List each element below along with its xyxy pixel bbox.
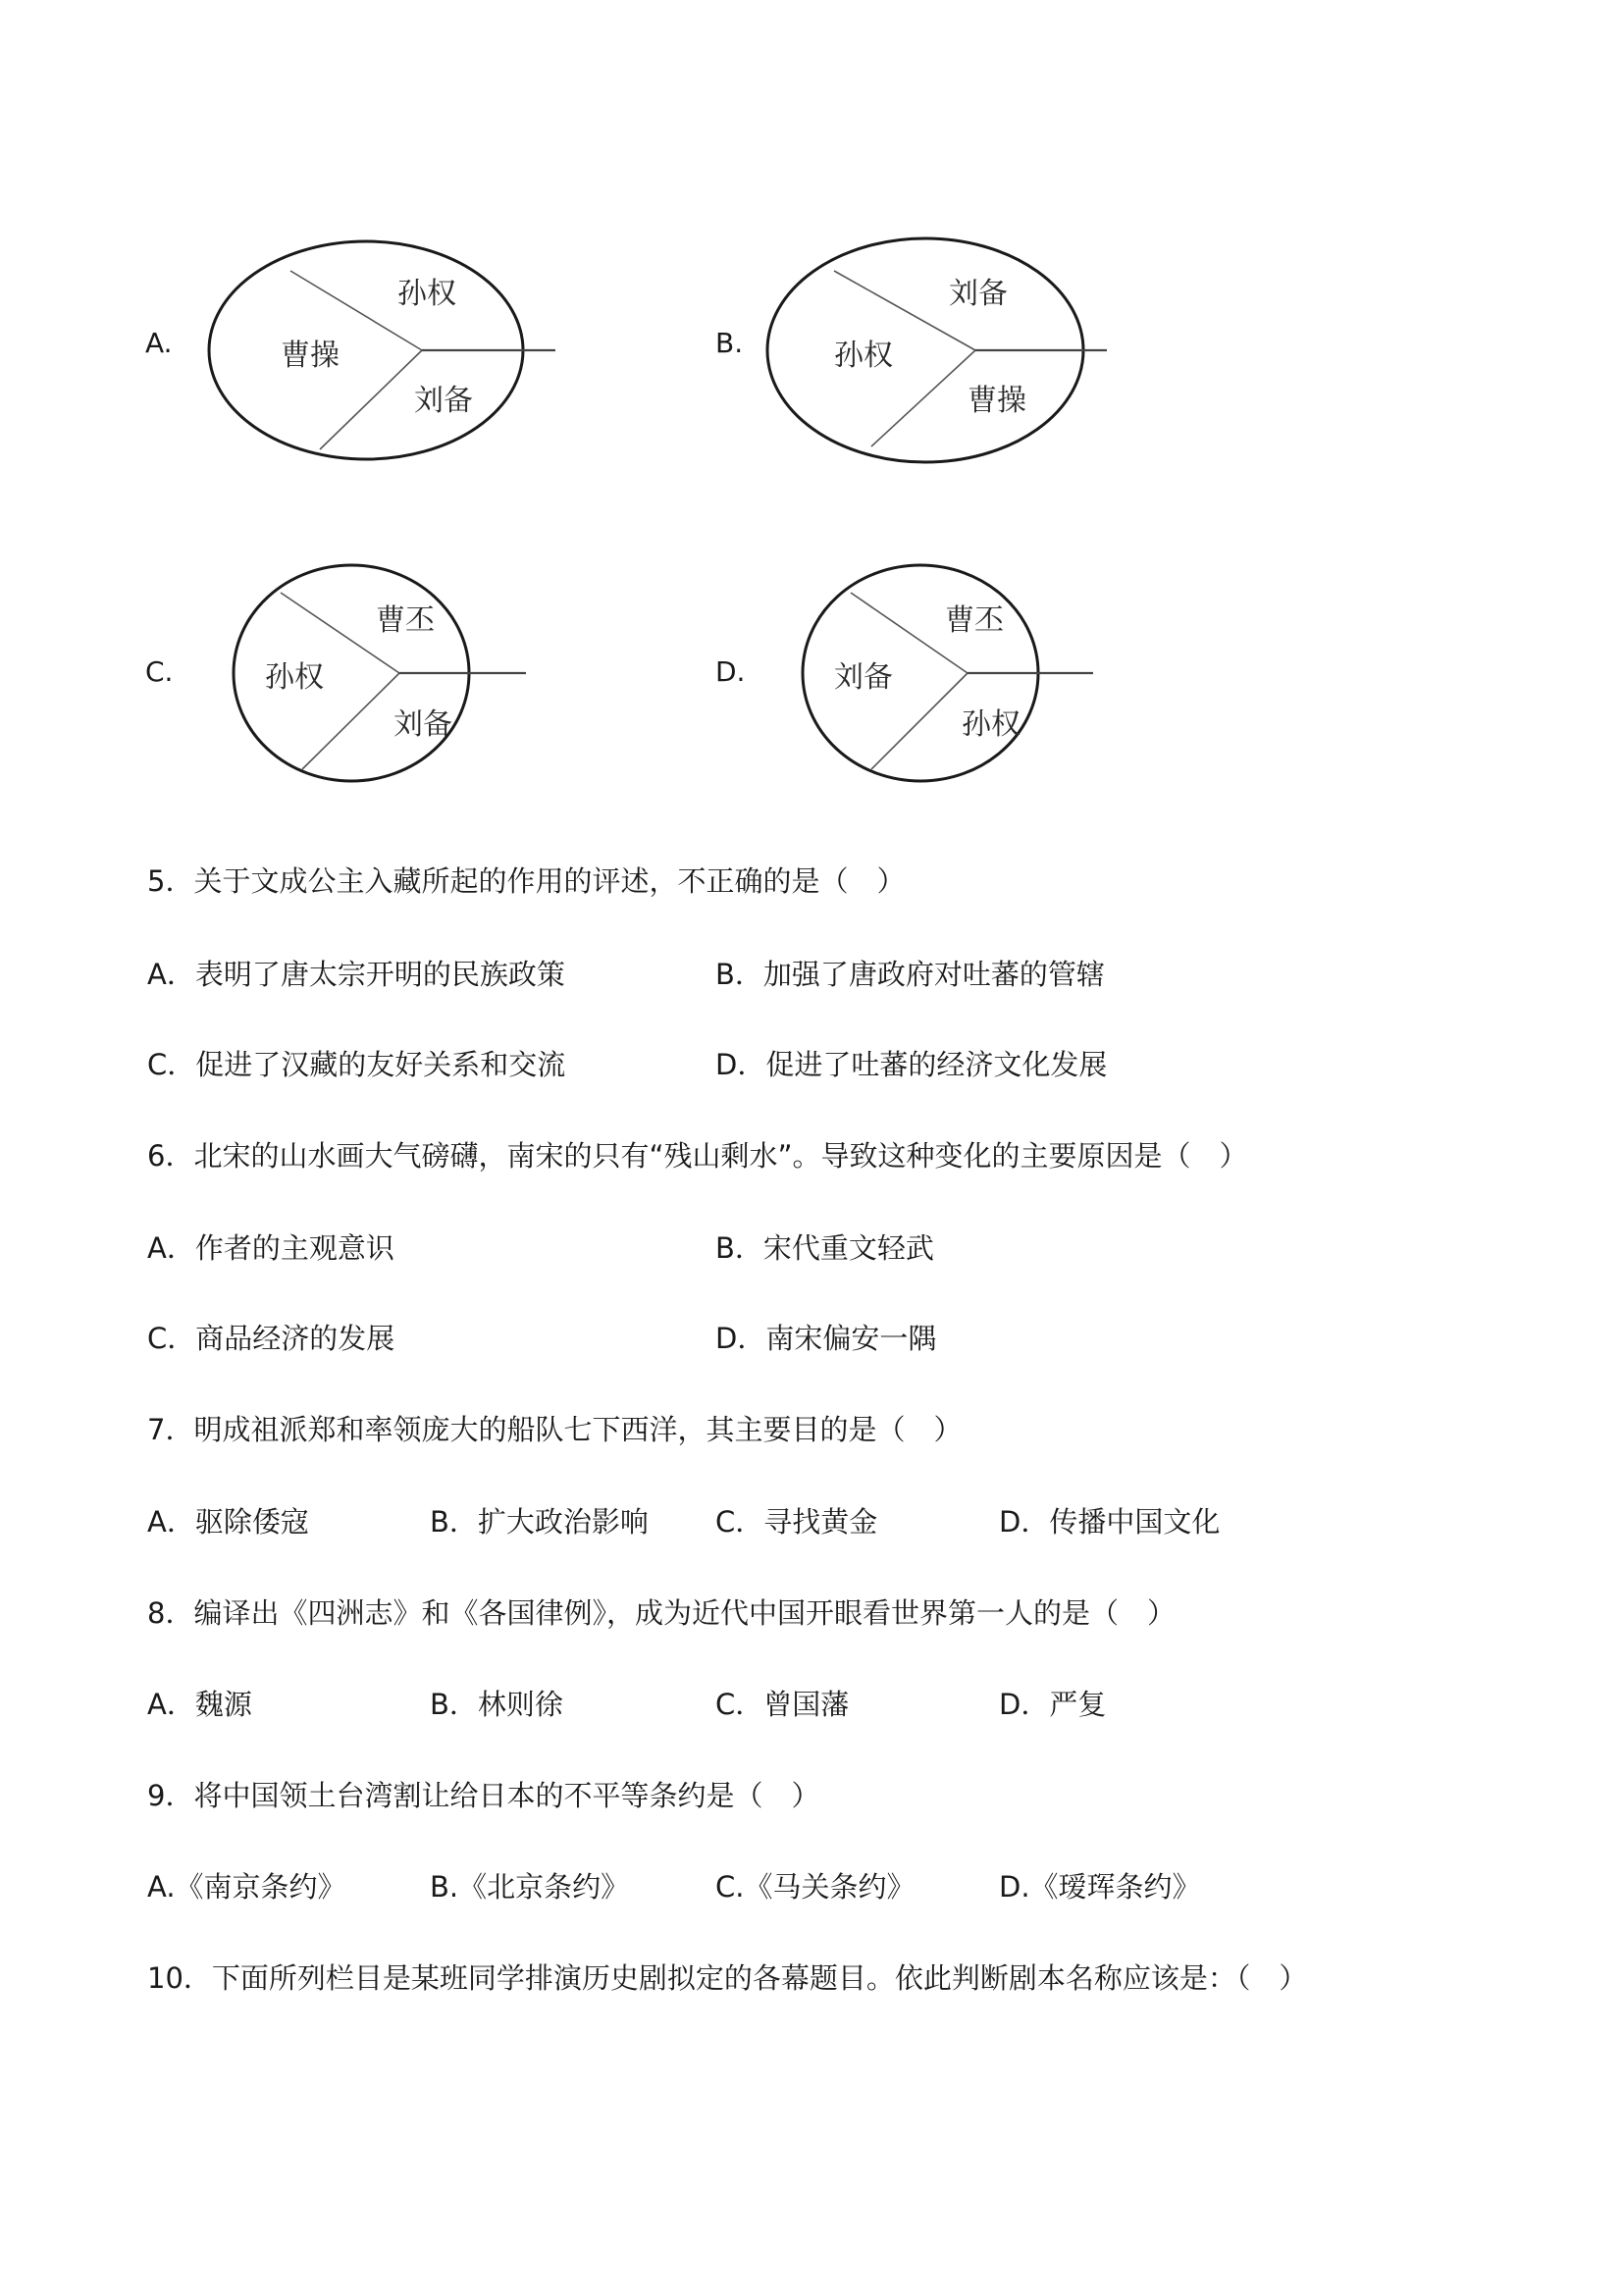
- region-label-left: 孙权: [265, 660, 324, 695]
- question-7-stem: 7．明成祖派郑和率领庞大的船队七下西洋，其主要目的是（ ）: [147, 1413, 963, 1446]
- region-label-top: 曹丕: [376, 603, 435, 638]
- question-8-option-a[interactable]: A．魏源: [147, 1688, 252, 1721]
- question-7-option-a[interactable]: A．驱除倭寇: [147, 1505, 309, 1539]
- question-9-option-b[interactable]: B.《北京条约》: [430, 1870, 630, 1904]
- question-8-option-b[interactable]: B．林则徐: [430, 1688, 563, 1721]
- option-letter: C.: [145, 655, 174, 688]
- region-label-top: 孙权: [397, 277, 456, 311]
- question-5-option-b[interactable]: B．加强了唐政府对吐蕃的管辖: [715, 958, 1105, 991]
- question-5-option-d[interactable]: D．促进了吐蕃的经济文化发展: [715, 1048, 1108, 1081]
- question-9-option-d[interactable]: D.《瑷珲条约》: [999, 1870, 1201, 1904]
- region-label-bottom: 刘备: [393, 707, 452, 742]
- question-8-stem: 8．编译出《四洲志》和《各国律例》，成为近代中国开眼看世界第一人的是（ ）: [147, 1596, 1176, 1630]
- region-label-bottom: 孙权: [962, 707, 1021, 742]
- question-9-stem: 9．将中国领土台湾割让给日本的不平等条约是（ ）: [147, 1779, 820, 1812]
- region-label-bottom: 刘备: [414, 384, 473, 418]
- option-letter: B.: [715, 327, 744, 359]
- region-label-left: 孙权: [834, 339, 893, 373]
- question-6-stem: 6．北宋的山水画大气磅礴，南宋的只有“残山剩水”。导致这种变化的主要原因是（ ）: [147, 1139, 1248, 1173]
- region-label-bottom: 曹操: [968, 384, 1026, 418]
- question-10-stem: 10．下面所列栏目是某班同学排演历史剧拟定的各幕题目。依此判断剧本名称应该是：（ ）: [147, 1961, 1308, 1995]
- option-letter: A.: [145, 327, 173, 359]
- question-8-option-d[interactable]: D．严复: [999, 1688, 1107, 1721]
- question-5-option-a[interactable]: A．表明了唐太宗开明的民族政策: [147, 958, 565, 991]
- question-7-option-b[interactable]: B．扩大政治影响: [430, 1505, 649, 1539]
- question-9-option-a[interactable]: A.《南京条约》: [147, 1870, 346, 1904]
- region-label-left: 曹操: [281, 339, 340, 373]
- region-label-top: 刘备: [949, 277, 1008, 311]
- question-9-option-c[interactable]: C.《马关条约》: [715, 1870, 916, 1904]
- question-6-option-b[interactable]: B．宋代重文轻武: [715, 1231, 934, 1265]
- question-7-option-d[interactable]: D．传播中国文化: [999, 1505, 1221, 1539]
- region-label-top: 曹丕: [945, 603, 1004, 638]
- option-letter: D.: [715, 655, 746, 688]
- question-5-option-c[interactable]: C．促进了汉藏的友好关系和交流: [147, 1048, 566, 1081]
- question-7-option-c[interactable]: C．寻找黄金: [715, 1505, 878, 1539]
- question-5-stem: 5．关于文成公主入藏所起的作用的评述，不正确的是（ ）: [147, 864, 906, 898]
- question-8-option-c[interactable]: C．曾国藩: [715, 1688, 850, 1721]
- question-6-option-d[interactable]: D．南宋偏安一隅: [715, 1322, 937, 1355]
- region-label-left: 刘备: [834, 660, 893, 695]
- question-6-option-a[interactable]: A．作者的主观意识: [147, 1231, 394, 1265]
- question-6-option-c[interactable]: C．商品经济的发展: [147, 1322, 395, 1355]
